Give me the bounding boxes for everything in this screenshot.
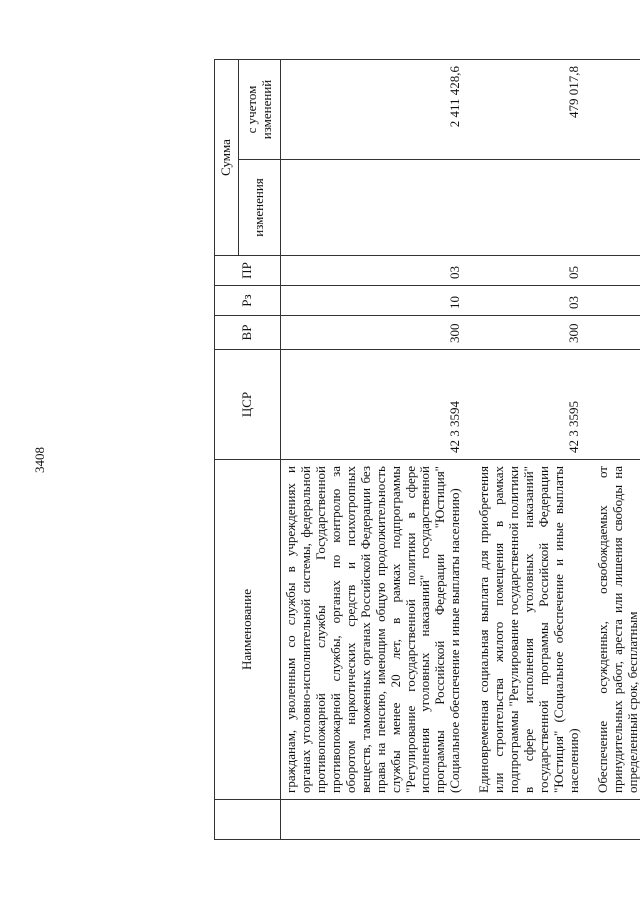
row-rz — [586, 286, 640, 316]
row-change — [467, 160, 586, 256]
header-csr: ЦСР — [215, 350, 281, 460]
row-with-changes: 479 017,8 — [467, 60, 586, 160]
row-pr: 03 — [281, 256, 468, 286]
row-with-changes — [586, 60, 640, 160]
row-vr — [586, 316, 640, 350]
row-vr: 300 — [281, 316, 468, 350]
header-name: Наименование — [215, 460, 281, 800]
margin-cell — [467, 800, 586, 840]
row-name: Обеспечение осужденных, освобождаемых от принудительных работ, ареста или лишения свободы на определенный срок, бесплатным — [586, 460, 640, 800]
row-pr — [586, 256, 640, 286]
row-rz: 10 — [281, 286, 468, 316]
header-change: изменения — [239, 160, 281, 256]
header-with-changes: с учетом изменений — [239, 60, 281, 160]
row-name: Единовременная социальная выплата для приобретения или строительства жилого помещения в рамках подпрограммы "Регулирование государственной политики в сфере исполнения уголовных наказаний" государственной программы Российской Федерации "Юстиция" (Социальное обеспечение и иные выплаты населению) — [467, 460, 586, 800]
row-csr: 42 3 3595 — [467, 350, 586, 460]
table-row — [586, 60, 640, 840]
header-row — [215, 60, 239, 840]
table-row — [467, 60, 586, 840]
header-pr: ПР — [215, 256, 281, 286]
header-vr: ВР — [215, 316, 281, 350]
row-with-changes: 2 411 428,6 — [281, 60, 468, 160]
row-vr: 300 — [467, 316, 586, 350]
row-pr: 05 — [467, 256, 586, 286]
row-change — [281, 160, 468, 256]
row-csr: 42 3 3594 — [281, 350, 468, 460]
margin-cell — [586, 800, 640, 840]
budget-table — [214, 59, 640, 840]
budget-table-sheet — [214, 60, 640, 840]
page-number: 3408 — [32, 447, 47, 473]
table-row — [281, 60, 468, 840]
margin-cell — [281, 800, 468, 840]
header-rz: Рз — [215, 286, 281, 316]
row-change — [586, 160, 640, 256]
row-name: гражданам, уволенным со службы в учреждениях и органах уголовно-исполнительной системы, федеральной противопожарной службы Государственной противопожарной службы, органах по контролю за оборотом наркотических средств и психотропных веществ, таможенных органах Российской Федерации без права на пенсию, имеющим общую продолжительность службы менее 20 лет, в рамках подпрограммы "Регулирование государственной политики в сфере исполнения уголовных наказаний" государственной программы Российской Федерации "Юстиция" (Социальное обеспечение и иные выплаты населению) — [281, 460, 468, 800]
header-sum: Сумма — [215, 60, 239, 256]
row-rz: 03 — [467, 286, 586, 316]
left-margin-cell — [215, 800, 281, 840]
row-csr — [586, 350, 640, 460]
